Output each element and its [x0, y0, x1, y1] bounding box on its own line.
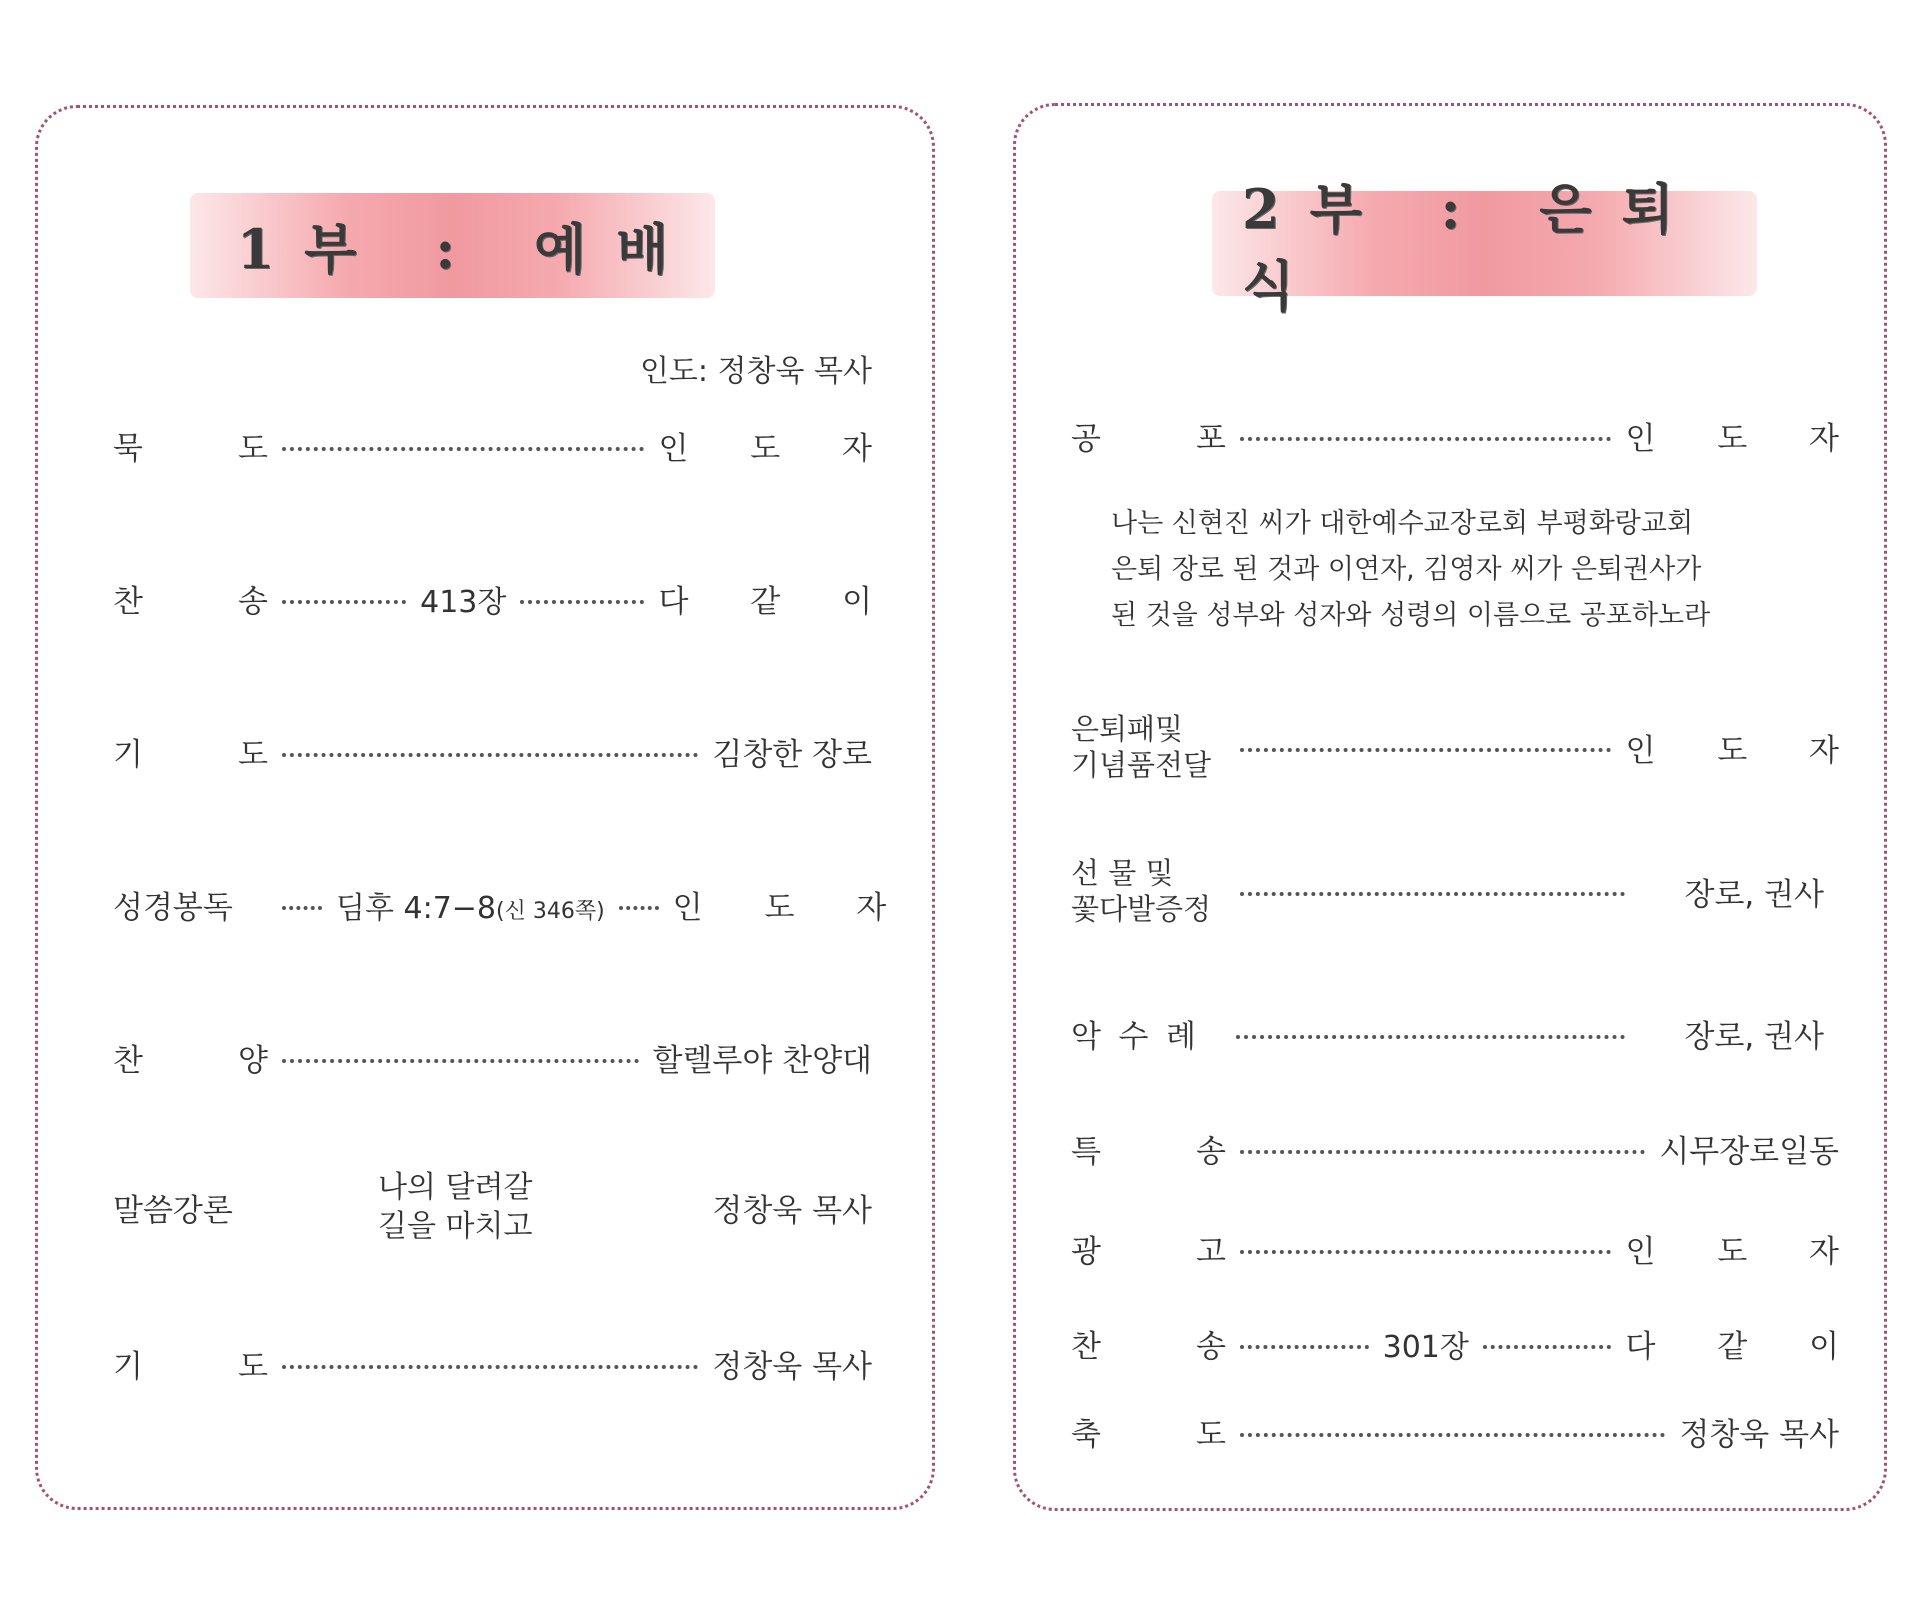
program-row [113, 576, 899, 621]
row-label: 공 포 [1071, 421, 1226, 457]
row-value: 시무장로일동 [1659, 1134, 1839, 1170]
row-label: 성경봉독 [113, 890, 233, 926]
row-value: 다 같 이 [658, 584, 899, 620]
section-title: 1부 : 예배 [236, 217, 699, 281]
dot-leader [619, 906, 659, 910]
dot-leader [282, 753, 698, 757]
row-label: 광 고 [1071, 1234, 1226, 1270]
row-value: 정창욱 목사 [712, 1349, 872, 1385]
program-row [1071, 1321, 1866, 1366]
title-banner-retirement [1212, 176, 1757, 318]
dot-leader [1240, 437, 1611, 441]
program-row [113, 729, 872, 774]
row-label: 찬 송 [1071, 1329, 1226, 1365]
row-label: 선 물 및 꽃다발증정 [1071, 856, 1212, 927]
row-value: 인 도 자 [672, 890, 913, 926]
row-label: 말씀강론 [113, 1192, 233, 1229]
program-row [113, 1341, 872, 1386]
sermon-title: 나의 달려갈 길을 마치고 [378, 1170, 533, 1244]
program-row [113, 1035, 872, 1080]
row-value: 할렐루야 찬양대 [652, 1043, 872, 1079]
dot-leader [282, 600, 406, 604]
dot-leader [282, 447, 644, 451]
dot-leader [1240, 1345, 1369, 1349]
row-value: 다 같 이 [1625, 1329, 1866, 1365]
row-label: 찬 양 [113, 1043, 268, 1079]
row-label: 기 도 [113, 1349, 268, 1385]
dot-leader [1240, 748, 1611, 752]
program-row [1071, 413, 1865, 458]
row-label: 기 도 [113, 737, 268, 773]
row-label: 묵 도 [113, 431, 268, 467]
program-row [1071, 711, 1865, 784]
dot-leader [1483, 1345, 1612, 1349]
row-label: 악 수 례 [1071, 1019, 1196, 1055]
dot-leader [1240, 892, 1625, 896]
program-row [113, 1168, 872, 1246]
dot-leader [520, 600, 644, 604]
row-value: 인 도 자 [658, 431, 898, 467]
leader-caption: 인도: 정창욱 목사 [639, 354, 872, 389]
panel-retirement [1013, 103, 1887, 1511]
row-label: 은퇴패및 기념품전달 [1071, 712, 1212, 783]
program-row [1071, 855, 1824, 928]
row-value: 인 도 자 [1625, 1234, 1865, 1270]
row-value: 정창욱 목사 [1679, 1417, 1839, 1453]
hymn-number: 301장 [1382, 1329, 1469, 1365]
program-row [1071, 1409, 1839, 1454]
program-row [113, 882, 913, 927]
program-row [1071, 1126, 1839, 1171]
panel-worship [35, 105, 935, 1510]
row-label: 축 도 [1071, 1417, 1226, 1453]
dot-leader [1236, 1035, 1625, 1039]
dot-leader [282, 1059, 639, 1063]
row-value: 인 도 자 [1625, 421, 1865, 457]
row-value: 장로, 권사 [1684, 876, 1824, 913]
dot-leader [282, 906, 322, 910]
dot-leader [1240, 1150, 1645, 1154]
row-value: 정창욱 목사 [712, 1192, 872, 1229]
program-row [1071, 1226, 1865, 1271]
hymn-number: 413장 [420, 584, 507, 620]
scripture-reference: 딤후 4:7−8(신 346쪽) [336, 890, 605, 926]
row-label: 찬 송 [113, 584, 268, 620]
dot-leader [1240, 1433, 1665, 1437]
row-label: 특 송 [1071, 1134, 1226, 1170]
program-row [113, 423, 898, 468]
row-value: 김창한 장로 [712, 737, 872, 773]
proclamation-text: 나는 신현진 씨가 대한예수교장로회 부평화랑교회 은퇴 장로 된 것과 이연자, 김영자 씨가 은퇴권사가 된 것을 성부와 성자와 성령의 이름으로 공포하노라 [1111, 508, 1711, 631]
program-row [1071, 1011, 1824, 1056]
row-value: 장로, 권사 [1684, 1019, 1824, 1055]
section-title: 2부 : 은퇴식 [1242, 176, 1704, 318]
dot-leader [1240, 1250, 1611, 1254]
row-value: 인 도 자 [1625, 732, 1865, 769]
dot-leader [282, 1365, 698, 1369]
title-banner-worship [190, 193, 715, 298]
